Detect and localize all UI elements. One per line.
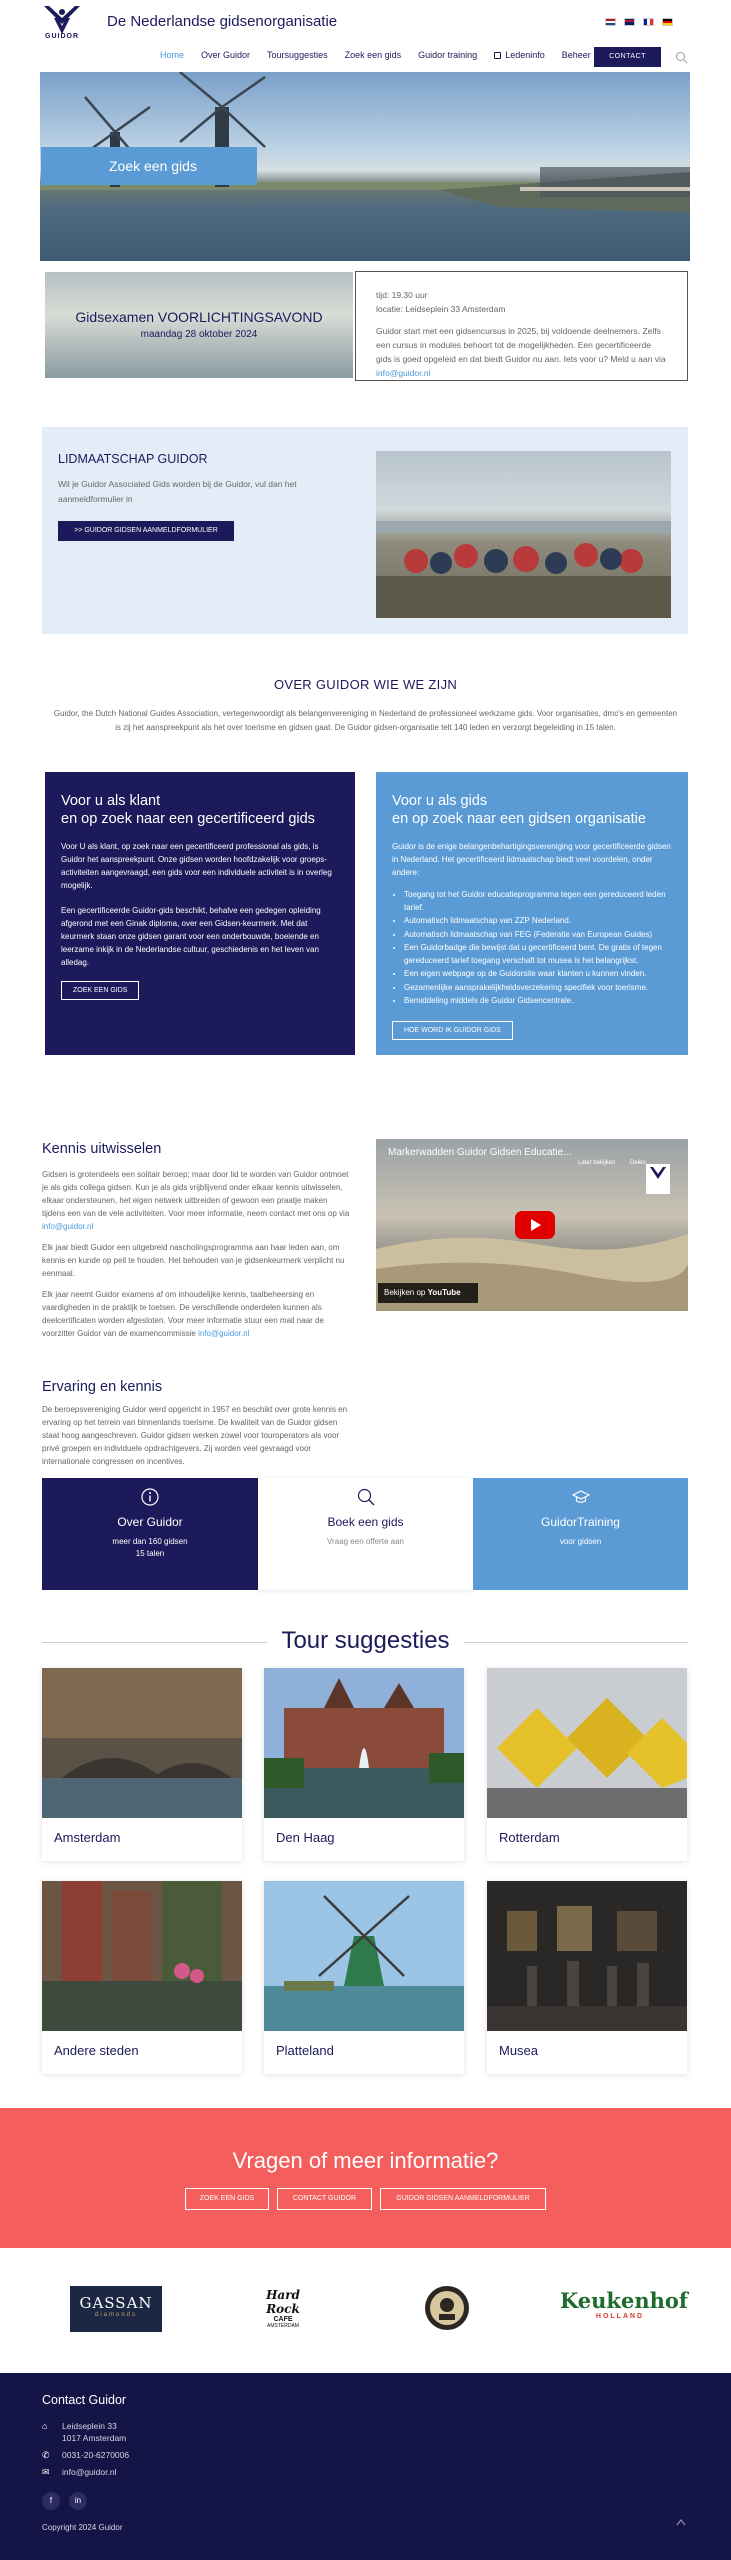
hardrock-logo[interactable] [255,2288,311,2332]
keukenhof-logo-text: Keukenhof [560,2288,688,2313]
home-icon: ⌂ [42,2421,48,2431]
site-title: De Nederlandse gidsenorganisatie [107,13,338,30]
list-item: • Bemiddeling middels de Guidor Gidsencentrale. [404,995,672,1008]
lidmaatschap-title: LIDMAATSCHAP GUIDOR [58,452,208,466]
tour-card-rotterdam[interactable] [487,1668,687,1861]
watch-on-label: Bekijken op [384,1288,426,1297]
cta-section [0,2108,731,2248]
group-people-illustration [376,451,671,618]
gassan-logo-subtext: diamonds [94,2312,137,2318]
musea-photo [487,1881,687,2031]
nav-ledeninfo[interactable] [494,50,545,60]
list-item: • Automatisch lidmaatschap van ZZP Nederland. [404,915,672,928]
tile-title: Boek een gids [327,1515,404,1529]
group-photo [376,451,671,618]
tile-sub-line-2: 15 talen [135,1549,165,1558]
gidsexamen-banner [45,272,353,378]
tile-subtitle [42,1536,258,1560]
ervaring-text: De beroepsvereniging Guidor werd opgericht in 1957 en beschikt over grote kennis en ervaring op het terrein van binnenlands toerisme. De kwaliteit van de Guidor gidsen staat hoog aangeschreven. Guidor gidsen werken zowel voor touroperators als voor privé groepen en individuele opdrachtgevers. Zij worden veel gevraagd voor internationale congressen en incentives. [42,1405,348,1466]
tour-card-amsterdam[interactable] [42,1668,242,1861]
klant-panel [45,772,355,1055]
list-item: • Een Guidorbadge die bewijst dat u gecertificeerd bent. De gratis of tegen gereduceerd tarief toegang verschaft tot musea is het belangrijkst. [404,942,672,967]
flag-fr-icon[interactable] [643,18,654,26]
watch-on-youtube-bar[interactable] [378,1283,478,1303]
logo-text: GUIDOR [45,33,79,40]
play-icon[interactable] [515,1211,555,1239]
tile-subtitle: voor gidsen [559,1537,602,1546]
video-title: Markerwadden Guidor Gidsen Educatie... [388,1147,572,1158]
kennis-text-2: Elk jaar biedt Guidor een uitgebreid nascholingsprogramma aan haar leden aan, om kennis en kunde op peil te houden. Het behouden van je gidsenkeurmerk verplicht nu eenmaal. [42,1243,345,1278]
tile-title: Over Guidor [117,1515,183,1529]
hardrock-logo-cafe: CAFE [273,2316,293,2323]
main-nav [160,50,608,60]
cta-title: Vragen of meer informatie? [232,2148,499,2173]
tour-card-label: Musea [499,2043,539,2058]
info-icon [141,1488,159,1506]
gidsexamen-time: tijd: 19.30 uur [376,290,428,300]
tour-card-platteland[interactable] [264,1881,464,2074]
klant-text-2: Een gecertificeerde Guidor-gids beschikt, behalve een gedegen opleiding afgerond met een Ginak diploma, over een Gidsen-keurmerk. Met dat keurmerk staan onze gidsen garant voor een onderbouwde, boeiende en leerzame inkijk in de Nederlandse cultuur, geschiedenis en het leven van alledag. [61,906,321,967]
tile-over-guidor[interactable] [42,1478,258,1590]
nav-beheer[interactable]: Beheer [561,50,591,60]
tile-sub-line-1: meer dan 160 gidsen [112,1537,188,1546]
flag-nl-icon[interactable] [605,18,616,26]
flag-en-icon[interactable] [624,18,635,26]
over-guidor-text: Guidor, the Dutch National Guides Association, vertegenwoordigt als belangenvereniging in Nederland de professioneel werkzame gids. Voor organisaties, dmc's en gemeenten is zij het aanspreekpunt als het over toerisme en gidsen gaat. De Guidor gidsen-organisatie telt 140 leden en verzorgt begeleiding in 15 talen. [53,709,678,732]
cta-aanmeldformulier-button[interactable]: GUIDOR GIDSEN AANMELDFORMULIER [380,2188,546,2210]
keukenhof-logo-subtext: HOLLAND [595,2313,645,2320]
footer-title: Contact Guidor [42,2393,127,2407]
language-flags [605,18,673,26]
nav-ledeninfo-label: Ledeninfo [505,50,545,60]
tour-card-label: Andere steden [54,2043,139,2058]
list-item: • Een eigen webpage op de Guidorsite waar klanten u kunnen vinden. [404,968,672,981]
footer-phone [42,2449,129,2461]
email-link[interactable]: info@guidor.nl [62,2467,117,2477]
aanmeldformulier-button[interactable]: >> GUIDOR GIDSEN AANMELDFORMULIER [58,521,234,541]
hoe-word-ik-gids-button[interactable]: HOE WORD IK GUIDOR GIDS [392,1021,513,1040]
gidsexamen-info-box [355,271,688,381]
gidsexamen-date: maandag 28 oktober 2024 [140,329,258,340]
examencommissie-email-link[interactable]: info@guidor.nl [198,1329,250,1338]
cta-zoek-een-gids-button[interactable]: ZOEK EEN GIDS [185,2188,269,2210]
zoek-een-gids-button[interactable]: ZOEK EEN GIDS [61,981,139,1000]
chevron-up-icon[interactable] [676,2518,686,2526]
share-label[interactable]: Delen [630,1160,646,1166]
andere-steden-photo [42,1881,242,2031]
amsterdam-photo [42,1668,242,1818]
ervaring-title: Ervaring en kennis [42,1379,163,1395]
guidor-logo[interactable] [42,4,82,36]
cube-houses-illustration [487,1668,687,1818]
zoek-een-gids-hero-button[interactable]: Zoek een gids [41,147,257,185]
gids-text: Guidor is de enige belangenbehartigingsvereniging voor gecertificeerde gidsen in Nederland. Het gecertificeerd lidmaatschap biedt veel voordelen, onder andere: [392,842,671,877]
klant-title [61,792,339,828]
nav-toursuggesties[interactable]: Toursuggesties [267,50,328,60]
tour-card-label: Amsterdam [54,1830,121,1845]
gidsexamen-text: Guidor start met een gidsencursus in 2025, bij voldoende deelnemers. Zelfs een cursus in modules behoort tot de mogelijkheden. Een gecertificeerde gids is goed opgeleid en dat biedt Guidor nu aan. Iets voor u? Meld u aan via [376,326,666,364]
tour-card-label: Rotterdam [499,1830,560,1845]
delft-canal-illustration [42,1881,242,2031]
phone-number[interactable]: 0031-20-6270006 [62,2450,130,2460]
nav-guidor-training[interactable]: Guidor training [418,50,478,60]
den-haag-photo [264,1668,464,1818]
contact-button[interactable]: CONTACT [594,47,661,67]
klant-title-line-1: Voor u als klant [61,793,161,809]
nav-zoek-een-gids[interactable]: Zoek een gids [344,50,402,60]
hardrock-logo-text: Hard Rock [266,2288,300,2316]
kennis-text-3: Elk jaar neemt Guidor examens af om inhoudelijke kennis, taalbeheersing en vaardigheden in de praktijk te toetsen. De verschillende onderdelen kunnen als deelcertificaten worden afgesloten. Voor meer informatie stuur een mail naar de voorzitter Guidor van de examencommissie [42,1290,324,1338]
over-guidor-title: OVER GUIDOR WIE WE ZIJN [273,677,458,692]
binnenhof-illustration [264,1668,464,1818]
kennis-email-link[interactable]: info@guidor.nl [42,1222,94,1231]
linkedin-icon[interactable]: in [69,2492,87,2510]
tile-boek-een-gids[interactable] [258,1478,473,1590]
watch-later-label[interactable]: Later bekijken [578,1160,616,1166]
tour-card-label: Den Haag [276,1830,335,1845]
tour-card-andere-steden[interactable] [42,1881,242,2074]
gids-title [392,792,672,828]
museum-hall-illustration [487,1881,687,2031]
footer-email [42,2466,116,2478]
hardrock-logo-city: AMSTERDAM [267,2323,299,2329]
lidmaatschap-text: Wil je Guidor Associated Gids worden bij de Guidor, vul dan het aanmeldformulier in [58,479,297,504]
kennis-text-1: Gidsen is grotendeels een solitair beroep; maar door lid te worden van Guidor ontmoet je als gids collega gidsen. Kun je als gids vrijblijvend onder elkaar kennis uitwisselen, elkaar ondersteunen, het eigen netwerk uitbreiden of gewoon een praatje maken tijdens een van de vele activiteiten. Voor meer informatie, neem contact met ons op via [42,1170,350,1218]
address-line-2: 1017 Amsterdam [62,2433,127,2443]
footer-address [42,2420,126,2444]
kennis-title: Kennis uitwisselen [42,1141,162,1157]
tour-suggesties-title: Tour suggesties [281,1627,450,1654]
lock-icon [494,52,501,59]
cta-contact-guidor-button[interactable]: CONTACT GUIDOR [277,2188,372,2210]
phone-icon: ✆ [42,2450,50,2460]
list-item: • Toegang tot het Guidor educatieprogramma tegen een gereduceerd leden tarief. [404,889,672,914]
nav-over-guidor[interactable]: Over Guidor [201,50,251,60]
klant-title-line-2: en op zoek naar een gecertificeerd gids [61,811,315,827]
canal-bridge-illustration [42,1668,242,1818]
partner-emblem-logo[interactable] [424,2285,470,2331]
facebook-icon[interactable]: f [42,2492,60,2510]
gids-benefits-list [392,889,672,1008]
rotterdam-photo [487,1668,687,1818]
gassan-logo-text: GASSAN [79,2294,153,2312]
klant-text-1: Voor U als klant, op zoek naar een gecertificeerd professional als gids, is Guidor het aanspreekpunt. Onze gidsen worden hoofdzakelijk voor groeps-activiteiten aangevraagd, een gids voor een individuele activiteit is in overleg mogelijk. [61,842,332,890]
keukenhof-logo[interactable] [560,2288,688,2320]
mortarboard-icon [572,1488,590,1506]
copyright: Copyright 2024 Guidor [42,2523,123,2532]
flag-de-icon[interactable] [662,18,673,26]
youtube-brand: YouTube [427,1288,461,1297]
tour-card-label: Platteland [276,2043,334,2058]
nav-home[interactable]: Home [160,50,185,60]
address-line-1: Leidseplein 33 [62,2421,117,2431]
kennis-text [42,1168,350,1348]
tile-guidor-training[interactable] [473,1478,688,1590]
gids-panel [376,772,688,1055]
envelope-icon: ✉ [42,2467,50,2477]
gidsexamen-title: Gidsexamen VOORLICHTINGSAVOND [75,309,323,325]
list-item: • Automatisch lidmaatschap van FEG (Federatie van European Guides) [404,929,672,942]
gidsexamen-email-link[interactable]: info@guidor.nl [376,368,431,378]
list-item: • Gezamenlijke aansprakelijkheidsverzekering specifiek voor toerisme. [404,982,672,995]
green-windmill-illustration [264,1881,464,2031]
platteland-photo [264,1881,464,2031]
gassan-logo[interactable] [70,2286,162,2332]
tile-title: GuidorTraining [541,1515,620,1529]
search-icon[interactable] [676,52,685,61]
gidsexamen-location: locatie: Leidseplein 33 Amsterdam [376,304,506,314]
tile-subtitle: Vraag een offerte aan [327,1537,404,1546]
tour-card-den-haag[interactable] [264,1668,464,1861]
gids-title-line-2: en op zoek naar een gidsen organisatie [392,811,646,827]
tour-card-musea[interactable] [487,1881,687,2074]
search-icon [357,1488,375,1506]
gids-title-line-1: Voor u als gids [392,793,488,809]
